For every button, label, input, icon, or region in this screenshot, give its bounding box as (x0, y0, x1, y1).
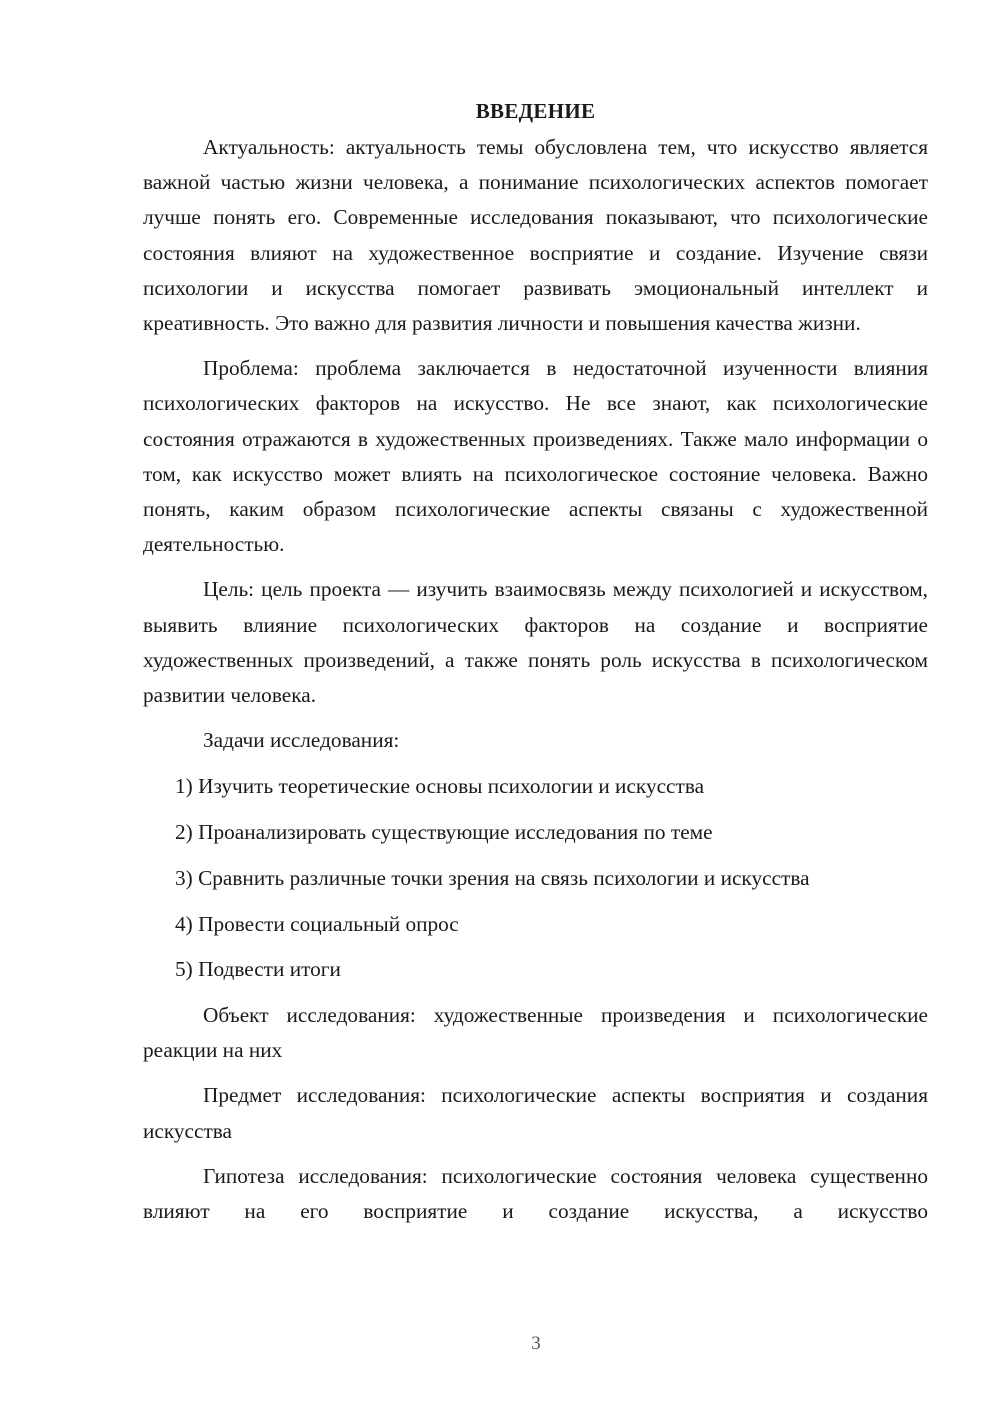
task-list (143, 769, 928, 987)
task-item: 1) Изучить теоретические основы психологии и искусства (175, 774, 705, 799)
task-item: 2) Проанализировать существующие исследования по теме (175, 820, 713, 845)
paragraph-relevance: Актуальность: актуальность темы обусловлена тем, что искусство является важной частью жизни человека, а понимание психологических аспектов помогает лучше понять его. Современные исследования показывают, что психологические состояния влияют на художественное восприятие и создание. Изучение связи психологии и искусства помогает развивать эмоциональный интеллект и креативность. Это важно для развития личности и повышения качества жизни. (143, 135, 928, 336)
paragraph-object: Объект исследования: художественные произведения и психологические реакции на них (143, 1002, 928, 1063)
task-item: 4) Провести социальный опрос (175, 911, 459, 936)
paragraph-hypothesis: Гипотеза исследования: психологические состояния человека существенно влияют на его восприятие и создание искусства, а искусство (143, 1163, 928, 1223)
paragraph-problem: Проблема: проблема заключается в недостаточной изученности влияния психологических факторов на искусство. Не все знают, как психологические состояния отражаются в художественных произведениях. Также мало информации о том, как искусство может влиять на психологическое состояние человека. Важно понять, каким образом психологические аспекты связаны с художественной деятельностью. (143, 356, 928, 557)
paragraph-goal: Цель: цель проекта — изучить взаимосвязь между психологией и искусством, выявить влияние психологических факторов на создание и восприятие художественных произведений, а также понять роль искусства в психологическом развитии человека. (143, 577, 928, 708)
task-item: 5) Подвести итоги (175, 957, 341, 982)
task-item: 3) Сравнить различные точки зрения на связь психологии и искусства (175, 865, 810, 890)
tasks-heading: Задачи исследования: (203, 728, 400, 753)
section-title: ВВЕДЕНИЕ (475, 99, 596, 123)
document-page (143, 96, 928, 1239)
paragraph-subject: Предмет исследования: психологические аспекты восприятия и создания искусства (143, 1083, 928, 1143)
page-number: 3 (531, 1333, 541, 1354)
